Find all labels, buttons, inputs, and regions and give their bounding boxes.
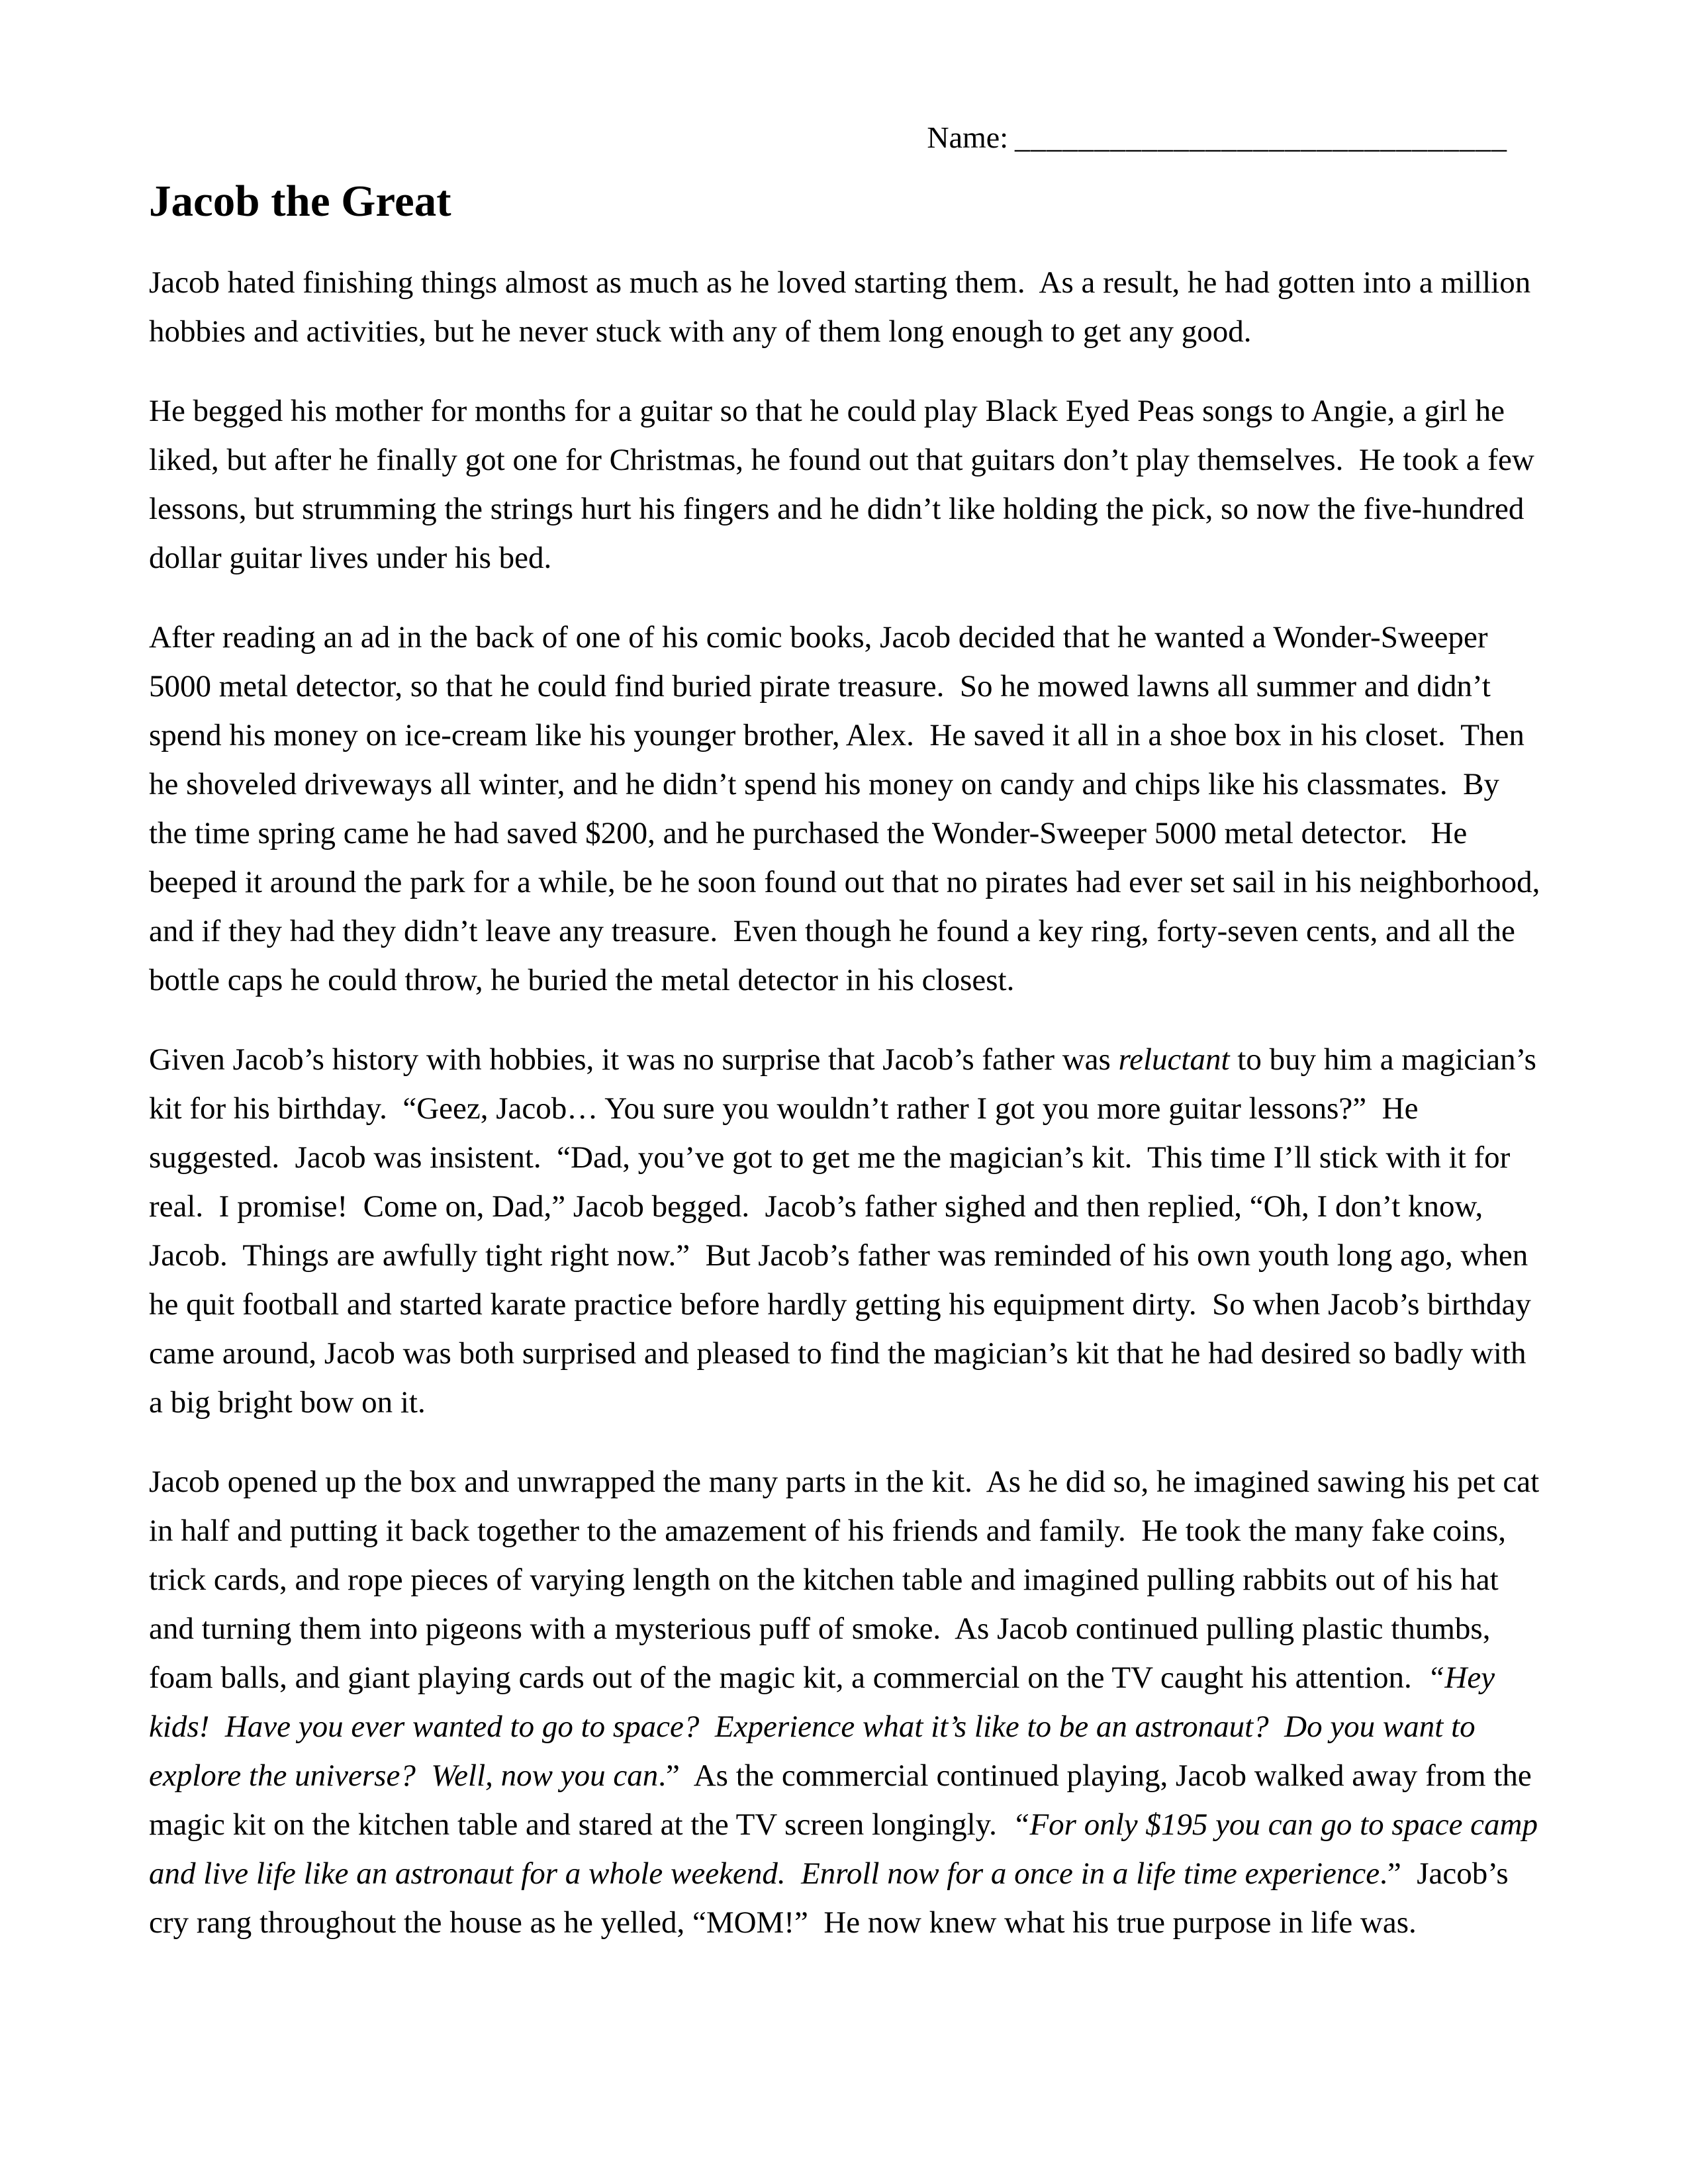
page-title: Jacob the Great	[149, 177, 451, 226]
text-run: Jacob opened up the box and unwrapped the many parts in the kit. As he did so, he imagined sawing his pet cat in half and putting it back together to the amazement of his friends and family. He took the many fake coins, trick cards, and rope pieces of varying length on the kitchen table and imagined pulling rabbits out of his hat and turning them into pigeons with a mysterious puff of smoke. As Jacob continued pulling plastic thumbs, foam balls, and giant playing cards out of the magic kit, a commercial on the TV caught his attention.	[149, 1465, 1547, 1695]
text-run: After reading an ad in the back of one of his comic books, Jacob decided that he wanted a Wonder-Sweeper 5000 metal detector, so that he could find buried pirate treasure. So he mowed lawns all summer and didn’t spend his money on ice-cream like his younger brother, Alex. He saved it all in a shoe box in his closet. Then he shoveled driveways all winter, and he didn’t spend his money on candy and chips like his classmates. By the time spring came he had saved $200, and he purchased the Wonder-Sweeper 5000 metal detector. He beeped it around the park for a while, be he soon found out that no pirates had ever set sail in his neighborhood, and if they had they didn’t leave any treasure. Even though he found a key ring, forty-seven cents, and all the bottle caps he could throw, he buried the metal detector in his closest.	[149, 620, 1548, 997]
story-paragraph	[149, 258, 1540, 356]
story-body	[149, 258, 1548, 1947]
name-label: Name:	[927, 120, 1008, 154]
story-paragraph	[149, 387, 1540, 582]
text-run: .” As the commercial continued playing, Jacob walked away from the magic kit on the kitchen table and stared at the TV screen longingly.	[149, 1758, 1540, 1842]
italic-text-run: reluctant	[1118, 1042, 1230, 1077]
italic-text-run: “For only $195 you can go to space camp and live life like an astronaut for a whole weekend. Enroll now for a once in a life time experience	[149, 1807, 1546, 1891]
text-run: Jacob hated finishing things almost as much as he loved starting them. As a result, he had gotten into a million hobbies and activities, but he never stuck with any of them long enough to get any good.	[149, 265, 1538, 349]
name-blank: _______________________________	[1015, 120, 1507, 154]
story-paragraph	[149, 1035, 1544, 1427]
story-paragraph	[149, 613, 1548, 1005]
text-run: to buy him a magician’s kit for his birthday. “Geez, Jacob… You sure you wouldn’t rather I got you more guitar lessons?” He suggested. Jacob was insistent. “Dad, you’ve got to get me the magician’s kit. This time I’ll stick with it for real. I promise! Come on, Dad,” Jacob begged. Jacob’s father sighed and then replied, “Oh, I don’t know, Jacob. Things are awfully tight right now.” But Jacob’s father was reminded of his own youth long ago, when he quit football and started karate practice before hardly getting his equipment dirty. So when Jacob’s birthday came around, Jacob was both surprised and pleased to find the magician’s kit that he had desired so badly with a big bright bow on it.	[149, 1042, 1544, 1420]
text-run: Given Jacob’s history with hobbies, it was no surprise that Jacob’s father was	[149, 1042, 1119, 1077]
text-run: He begged his mother for months for a guitar so that he could play Black Eyed Peas songs to Angie, a girl he liked, but after he finally got one for Christmas, he found out that guitars don’t play themselves. He took a few lessons, but strumming the strings hurt his fingers and he didn’t like holding the pick, so now the five-hundred dollar guitar lives under his bed.	[149, 394, 1542, 575]
text-run: .” Jacob’s cry rang throughout the house as he yelled, “MOM!” He now knew what his true purpose in life was.	[149, 1856, 1517, 1940]
italic-text-run: “Hey kids! Have you ever wanted to go to space? Experience what it’s like to be an astronaut? Do you want to explore the universe? Well, now you can	[149, 1661, 1503, 1793]
name-line	[149, 119, 1540, 156]
story-paragraph	[149, 1457, 1547, 1947]
